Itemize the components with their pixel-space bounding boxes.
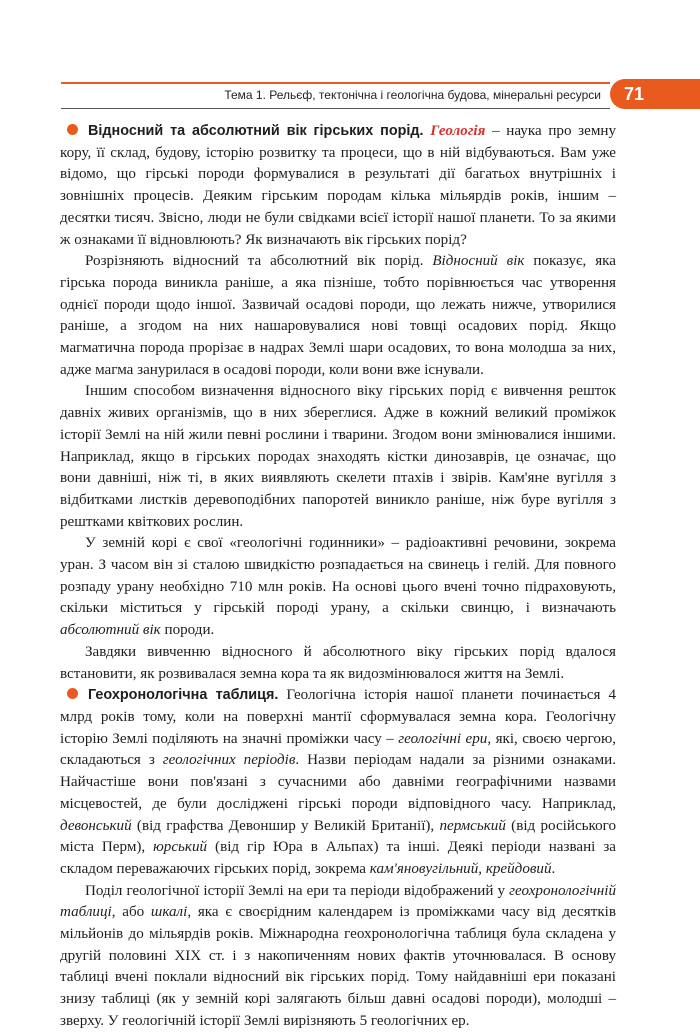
paragraph-text: породи.: [160, 622, 215, 639]
paragraph-text: У земній корі є свої «геологічні годинники» – радіоактивні речовини, зокрема уран. З часом він зі сталою швидкістю розпадається на свинець і гелій. Для повного розпаду урану необхідно 710 млн років. На основі цього вчені точно підраховують, скільки міститься у гірській породі урану, а скільки свинцю, і визначають: [60, 535, 616, 617]
paragraph-text: ,: [478, 860, 486, 877]
section-geochronological-table: [60, 685, 616, 880]
header-rule: [61, 82, 610, 84]
section-heading: Геохронологічна таблиця.: [88, 687, 279, 704]
running-title: Тема 1. Рельєф, тектонічна і геологічна будова, мінеральні ресурси: [224, 88, 601, 102]
term-geological-periods: геологічних періодів: [162, 752, 296, 769]
paragraph-text: Поділ геологічної історії Землі на ери та періоди відображений у: [85, 882, 510, 899]
paragraph-text: .: [551, 860, 556, 877]
header-underline: [61, 108, 610, 109]
page-number: 71: [610, 79, 662, 109]
paragraph-text: – наука про земну кору, її склад, будову, історію розвитку та процеси, що в ній відбуваються. Вам уже відомо, що гірські породи формувалися в результаті дії багатьох внутрішніх і зовнішніх процесів. Деяким гірським породам кілька мільярдів років, іншим – десятки тисяч. Звісно, люди не були свідками всієї історії нашої планети. То за якими ж ознаками її відновлюють? Як визначають вік гірських порід?: [60, 123, 617, 248]
paragraph: [60, 533, 616, 642]
paragraph-text: Розрізняють відносний та абсолютний вік порід.: [85, 253, 433, 270]
bullet-icon: [67, 124, 78, 135]
paragraph: [60, 881, 616, 1033]
term-relative-age: Відносний вік: [432, 253, 525, 270]
page-body: [60, 121, 616, 1033]
paragraph: Іншим способом визначення відносного віку гірських порід є вивчення решток давніх живих організмів, що в них збереглися. Адже в кожний великий проміжок історії Землі на ній жили певні рослини і тварини. Згодом вони змінювалися іншими. Наприклад, якщо в гірських породах знаходять кістки динозаврів, це означає, що вони давніші, ніж ті, в яких виявляють скелети птахів і звірів. Кам'яне вугілля з відбитками листків деревоподібних папоротей виникло раніше, ніж буре вугілля з рештками квіткових рослин.: [60, 383, 616, 530]
paragraph-text: , або: [111, 904, 151, 921]
paragraph-text: (від гір Юра в Альпах) та інші. Деякі періоди названі за складом переважаючих гірських порід, зокрема: [60, 839, 616, 877]
paragraph-text: (від графства Девоншир у Великій Британії),: [131, 817, 440, 834]
term-absolute-age: абсолютний вік: [60, 622, 161, 639]
paragraph-text: , які, своєю чергою, складаються з: [60, 730, 616, 769]
bullet-icon: [67, 688, 78, 699]
section-relative-absolute-age: [60, 121, 616, 251]
term-devonian: девонський: [60, 817, 132, 834]
term-geological-eras: геологічні ери: [398, 730, 488, 747]
term-geology: Геологія: [430, 123, 486, 139]
paragraph: [60, 251, 616, 381]
term-carboniferous: кам'яновугільний: [369, 860, 479, 877]
term-permian: пермський: [439, 817, 506, 834]
paragraph: Завдяки вивченню відносного й абсолютного віку гірських порід вдалося встановити, як розвивалася земна кора та як видозмінювалося життя на Землі.: [60, 643, 616, 682]
term-jurassic: юрський: [153, 839, 208, 856]
paragraph-text: показує, яка гірська порода виникла раніше, а яка пізніше, тобто порівнюється час утворення однієї породи щодо іншої. Зазвичай осадові породи, що лежать нижче, утворилися раніше, а згодом на них нашаровувалися нові товщі осадових порід. Якщо магматична порода прорізає в надрах Землі шари осадових, то вона молодша за них, адже магма занурилася в осадові породи, коли вони вже існували.: [60, 253, 616, 378]
paragraph-text: (від російського міста Перм),: [60, 817, 616, 856]
paragraph-text: Геологічна історія нашої планети починається 4 млрд років тому, коли на поверхні мантії сформувалася земна кора. Геологічну історію Землі поділяють на значні проміжки часу –: [60, 687, 617, 747]
section-heading: Відносний та абсолютний вік гірських порід.: [88, 123, 424, 139]
paragraph-text: , яка є своєрідним календарем із проміжками часу від десятків мільйонів до мільярдів років. Міжнародна геохронологічна таблиця була складена у другій половині XIX ст. і з накопиченням нових фактів уточнювалася. В основу таблиці вчені поклали відносний вік гірських порід. Тому найдавніші ери показані знизу таблиці (як у земній корі залягають більш давні осадові породи), молодші – зверху. У геологічній історії Землі вирізняють 5 геологічних ер.: [60, 904, 616, 1029]
term-scale: шкалі: [150, 904, 188, 921]
term-cretaceous: крейдовий: [485, 860, 552, 877]
term-geochronological-table: геохронологічній таблиці: [60, 882, 616, 921]
paragraph-text: . Назви періодам надали за різними ознаками. Найчастіше вони пов'язані з сучасними або давніми географічними назвами місцевостей, де були досліджені гірські породи відповідного часу. Наприклад,: [60, 752, 616, 812]
